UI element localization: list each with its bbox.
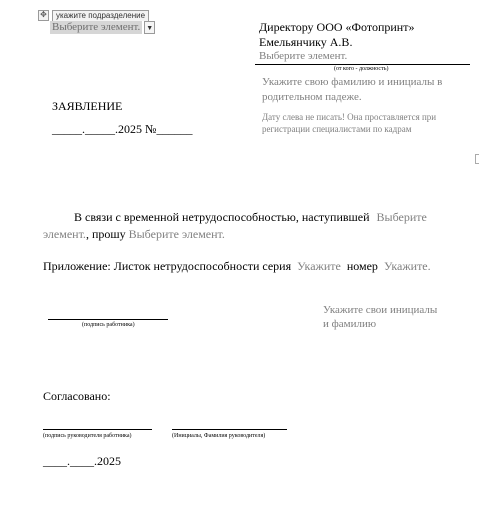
employee-signature-caption: (подпись работника) bbox=[82, 322, 135, 328]
date-hint-line-1: Дату слева не писать! Она проставляется при bbox=[262, 112, 437, 122]
chevron-down-icon[interactable]: ▼ bbox=[144, 21, 155, 34]
addressee-line-2: Емельянчику А.В. bbox=[259, 35, 353, 49]
department-dropdown[interactable] bbox=[50, 21, 155, 34]
registration-date-line: _____._____.2025 №______ bbox=[52, 122, 193, 136]
approval-label: Согласовано: bbox=[43, 389, 111, 403]
manager-signature-line bbox=[43, 429, 152, 430]
move-handle-icon[interactable]: ✥ bbox=[38, 10, 49, 21]
request-placeholder[interactable]: Выберите элемент. bbox=[128, 227, 225, 241]
number-label: номер bbox=[346, 259, 378, 273]
name-hint-line-1: Укажите свою фамилию и инициалы в bbox=[262, 76, 443, 88]
body-text-1: В связи с временной нетрудоспособностью, наступившей bbox=[74, 210, 370, 224]
from-position-placeholder[interactable]: Выберите элемент. bbox=[259, 50, 348, 62]
number-placeholder[interactable]: Укажите. bbox=[383, 259, 431, 273]
body-text-2: , прошу bbox=[85, 227, 126, 241]
illness-date-placeholder-end[interactable]: элемент. bbox=[43, 227, 86, 241]
from-position-line bbox=[255, 64, 470, 65]
department-placeholder[interactable]: Выберите элемент. bbox=[52, 21, 141, 33]
employee-name-hint-2: и фамилию bbox=[323, 318, 377, 330]
content-control-title: укажите подразделение bbox=[52, 10, 149, 21]
attachment-line bbox=[43, 259, 431, 274]
name-hint-line-2: родительном падеже. bbox=[262, 91, 362, 103]
approval-date-line: ____.____.2025 bbox=[43, 454, 121, 468]
illness-date-placeholder-start[interactable]: Выберите bbox=[376, 210, 427, 224]
date-hint-line-2: регистрации специалистами по кадрам bbox=[262, 124, 412, 134]
manager-name-line bbox=[172, 429, 287, 430]
manager-signature-caption: (подпись руководителя работника) bbox=[43, 433, 132, 439]
employee-signature-line bbox=[48, 319, 168, 320]
margin-marker bbox=[475, 154, 479, 164]
attachment-label: Приложение: Листок нетрудоспособности серия bbox=[43, 259, 292, 273]
document-title: ЗАЯВЛЕНИЕ bbox=[52, 99, 123, 113]
manager-name-caption: (Инициалы, Фамилия руководителя) bbox=[172, 433, 266, 439]
body-line-2 bbox=[43, 227, 225, 242]
employee-name-hint-1: Укажите свои инициалы bbox=[323, 304, 438, 316]
content-control-tag[interactable] bbox=[38, 10, 149, 21]
series-placeholder[interactable]: Укажите bbox=[297, 259, 341, 273]
addressee-line-1: Директору ООО «Фотопринт» bbox=[259, 20, 415, 34]
from-position-caption: (от кого - должность) bbox=[334, 66, 389, 72]
body-line-1 bbox=[74, 210, 427, 225]
